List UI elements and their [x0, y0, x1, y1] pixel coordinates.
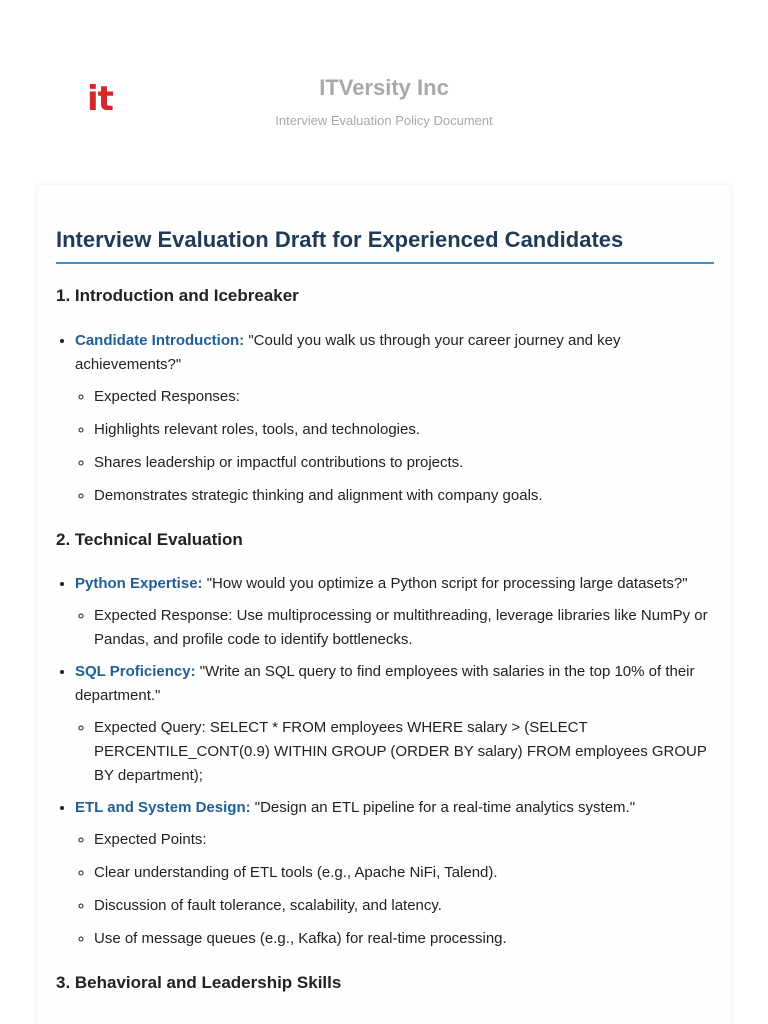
item-term: Candidate Introduction: — [75, 331, 245, 349]
document-title: Interview Evaluation Draft for Experienced Candidates — [56, 227, 714, 264]
document-content — [56, 185, 714, 993]
sub-list-item: ◦ Expected Responses: — [94, 385, 714, 409]
sub-list — [75, 385, 714, 508]
item-text: "Could you walk us through your career journey and key achievements?" — [75, 331, 621, 373]
sub-list — [75, 716, 714, 788]
sub-list-item: ◦ Use of message queues (e.g., Kafka) for real-time processing. — [94, 927, 714, 951]
section-heading-introduction: 1. Introduction and Icebreaker — [56, 286, 299, 306]
section-list-technical — [56, 572, 714, 951]
sub-list-item: ◦ Demonstrates strategic thinking and alignment with company goals. — [94, 484, 714, 508]
company-name: ITVersity Inc — [319, 75, 449, 100]
item-text: "Write an SQL query to find employees with salaries in the top 10% of their department." — [75, 663, 695, 705]
document-subtitle: Interview Evaluation Policy Document — [275, 113, 493, 128]
document-header — [0, 0, 768, 185]
list-item — [75, 796, 714, 951]
section-heading-behavioral: 3. Behavioral and Leadership Skills — [56, 973, 342, 993]
item-term: ETL and System Design: — [75, 799, 251, 817]
sub-list — [75, 828, 714, 951]
list-item — [75, 329, 714, 508]
section-heading-technical: 2. Technical Evaluation — [56, 529, 243, 549]
sub-list-item: ◦ Expected Response: Use multiprocessing or multithreading, leverage libraries like NumPy or Pandas, and profile code to identify bottlenecks. — [94, 604, 714, 652]
item-text: "How would you optimize a Python script for processing large datasets?" — [202, 575, 688, 593]
sub-list — [75, 604, 714, 652]
list-item — [75, 660, 714, 788]
item-term: SQL Proficiency: — [75, 663, 196, 681]
sub-list-item: ◦ Expected Query: SELECT * FROM employees WHERE salary > (SELECT PERCENTILE_CONT(0.9) WITHIN GROUP (ORDER BY salary) FROM employees GROUP BY department); — [94, 716, 714, 788]
item-text: "Design an ETL pipeline for a real-time analytics system." — [250, 799, 636, 817]
sub-list-item: ◦ Shares leadership or impactful contributions to projects. — [94, 451, 714, 475]
itversity-logo: it — [87, 79, 113, 119]
sub-list-item: ◦ Clear understanding of ETL tools (e.g., Apache NiFi, Talend). — [94, 861, 714, 885]
sub-list-item: ◦ Discussion of fault tolerance, scalability, and latency. — [94, 894, 714, 918]
item-term: Python Expertise: — [75, 575, 203, 593]
list-item — [75, 572, 714, 652]
section-list-introduction — [56, 329, 714, 508]
sub-list-item: ◦ Expected Points: — [94, 828, 714, 852]
sub-list-item: ◦ Highlights relevant roles, tools, and technologies. — [94, 418, 714, 442]
